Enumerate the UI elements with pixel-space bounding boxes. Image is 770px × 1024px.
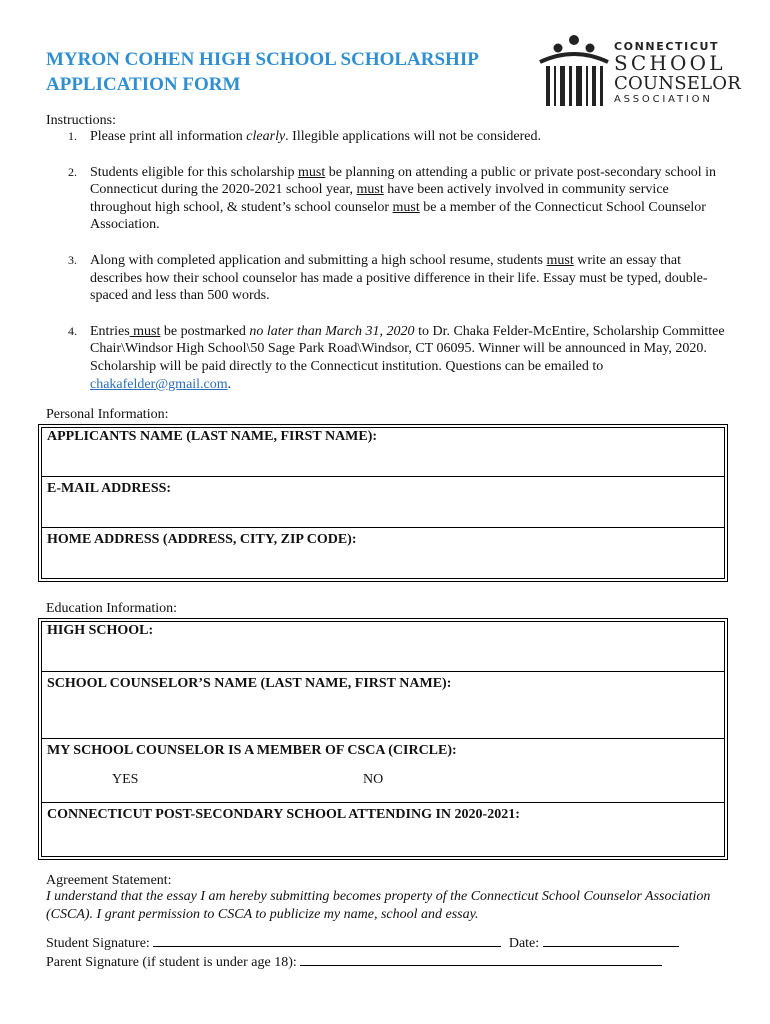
instruction-underline: must [392, 199, 420, 215]
option-yes[interactable]: YES [112, 772, 139, 787]
instruction-underline: must [546, 252, 574, 268]
date-line[interactable] [543, 934, 679, 947]
option-no[interactable]: NO [363, 772, 384, 787]
instruction-text: to Dr. Chaka Felder-McEntire, Scholarship Committee Chair\Windsor High School\50 Sage Park Road\Windsor, CT 06095. Winner will be announced in May, 2020. Scholarship will be paid directly to the Connecticut institution. Questions can be emailed to [90, 323, 725, 374]
email-label: E-MAIL ADDRESS: [47, 481, 172, 496]
csca-logo-mark-icon [536, 30, 612, 108]
instruction-underline: must [129, 323, 161, 339]
csca-logo [536, 30, 741, 110]
email-field[interactable] [42, 477, 724, 528]
csca-member-field [42, 739, 724, 803]
instruction-emphasis: clearly [246, 129, 286, 144]
student-signature-label: Student Signature: [46, 936, 150, 951]
post-secondary-field[interactable] [42, 803, 724, 855]
counselor-name-label: SCHOOL COUNSELOR’S NAME (LAST NAME, FIRST NAME): [47, 676, 452, 691]
agreement-label: Agreement Statement: [46, 873, 172, 888]
instruction-number: 3. [68, 252, 77, 267]
high-school-label: HIGH SCHOOL: [47, 623, 154, 638]
instruction-text: be planning on attending a public or private post-secondary school in Connecticut during the 2020-2021 school year, [90, 164, 717, 198]
student-signature-line[interactable] [153, 934, 501, 947]
home-address-field[interactable] [42, 528, 724, 577]
agreement-text: I understand that the essay I am hereby submitting becomes property of the Connecticut School Counselor Association (CSCA). I grant permission to CSCA to publicize my name, school and essay. [46, 889, 711, 922]
instruction-text: . Illegible applications will not be considered. [285, 129, 541, 144]
personal-info-label: Personal Information: [46, 407, 169, 422]
instruction-number: 1. [68, 129, 77, 143]
home-address-label: HOME ADDRESS (ADDRESS, CITY, ZIP CODE): [47, 532, 357, 547]
applicant-name-field[interactable] [42, 425, 724, 477]
high-school-field[interactable] [42, 619, 724, 672]
personal-info-box [38, 424, 728, 582]
post-secondary-label: CONNECTICUT POST-SECONDARY SCHOOL ATTENDING IN 2020-2021: [47, 807, 520, 822]
instruction-number: 2. [68, 164, 77, 179]
form-title-line-1: MYRON COHEN HIGH SCHOOL SCHOLARSHIP [46, 49, 479, 70]
logo-text-association: ASSOCIATION [614, 94, 713, 105]
parent-signature-line[interactable] [300, 953, 662, 966]
applicant-name-label: APPLICANTS NAME (LAST NAME, FIRST NAME): [47, 429, 378, 444]
instruction-text: Students eligible for this scholarship [90, 164, 299, 180]
instruction-number: 4. [68, 323, 77, 338]
contact-email-link[interactable]: chakafelder@gmail.com [90, 376, 228, 392]
instruction-item-2 [46, 164, 726, 234]
logo-text-school: SCHOOL [614, 51, 726, 75]
instruction-text: . [227, 376, 232, 392]
instruction-text: be a member of the Connecticut School Counselor Association. [90, 199, 706, 233]
education-info-box [38, 618, 728, 860]
instruction-text: write an essay that describes how their school counselor has made a positive difference in their life. Essay must be typed, double-spaced and less than 500 words. [90, 252, 708, 304]
counselor-name-field[interactable] [42, 672, 724, 739]
instruction-underline: must [356, 182, 384, 198]
instruction-item-3 [46, 252, 726, 305]
instruction-item-1 [46, 128, 726, 146]
instruction-text: have been actively involved in community service throughout high school, & student’s school counselor [90, 182, 669, 215]
date-label: Date: [508, 936, 540, 951]
instruction-underline: must [298, 164, 326, 180]
student-signature-row [46, 934, 679, 952]
education-info-label: Education Information: [46, 601, 178, 616]
instructions-label: Instructions: [46, 113, 116, 128]
csca-logo-wordmark [614, 40, 741, 106]
csca-member-label: MY SCHOOL COUNSELOR IS A MEMBER OF CSCA (CIRCLE): [47, 743, 457, 758]
logo-text-counselor: COUNSELOR [614, 73, 741, 94]
form-title [46, 47, 526, 97]
instructions-list [46, 128, 726, 393]
instruction-text: Along with completed application and submitting a high school resume, students [90, 252, 547, 268]
instruction-item-4 [46, 323, 726, 393]
instruction-text: Please print all information [90, 129, 247, 144]
parent-signature-label: Parent Signature (if student is under age 18): [46, 955, 297, 970]
instruction-text: Entries [90, 323, 130, 339]
logo-text-connecticut: CONNECTICUT [614, 40, 720, 53]
instruction-emphasis: no later than March 31, 2020 [249, 323, 415, 339]
form-title-line-2: APPLICATION FORM [46, 74, 241, 95]
parent-signature-row [46, 953, 662, 971]
instruction-text: be postmarked [160, 323, 250, 339]
